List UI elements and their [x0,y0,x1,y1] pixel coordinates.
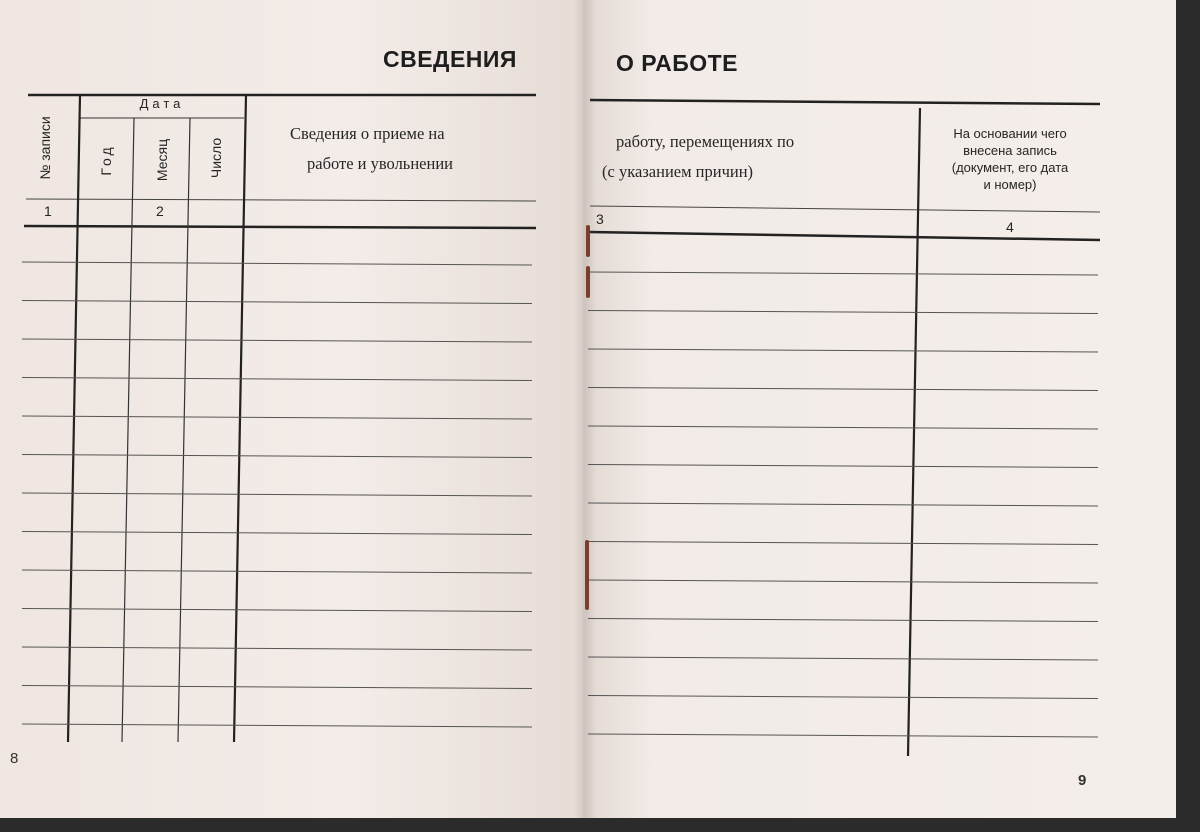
ruled-row-line [22,378,532,381]
info-header-part1-line2: работе и увольнении [307,154,453,173]
binding-staple [586,266,590,298]
ruled-row-line [588,503,1098,506]
ruled-row-line [22,493,532,496]
right-table-grid [582,0,1176,818]
page-heading-left: СВЕДЕНИЯ [383,46,517,72]
basis-header-line1: На основании чего [953,126,1067,141]
year-header: Год [98,144,114,176]
ruled-row-line [588,465,1098,468]
column-number-1: 1 [44,203,52,219]
ruled-row-line [588,619,1098,622]
ruled-row-line [588,580,1098,583]
info-header-part1-line1: Сведения о приеме на [290,124,445,143]
ruled-row-line [22,455,532,458]
ruled-row-line [22,301,532,304]
basis-header-line2: внесена запись [963,143,1057,158]
ruled-row-line [588,542,1098,545]
ruled-row-line [588,272,1098,275]
ruled-row-line [22,339,532,342]
column-number-3: 3 [596,211,604,227]
ruled-row-line [22,532,532,535]
date-group-header: Дата [139,96,185,111]
ruled-row-line [22,724,532,727]
basis-header-line3: (документ, его дата [951,160,1069,175]
ruled-row-line [588,657,1098,660]
ruled-row-line [22,262,532,265]
month-header: Месяц [154,138,170,182]
column-number-2: 2 [156,203,164,219]
basis-header-line4: и номер) [983,177,1037,192]
ruled-row-line [22,609,532,612]
day-header: Число [208,137,224,179]
ruled-row-line [588,311,1098,314]
right-page [582,0,1176,818]
ruled-row-line [588,696,1098,699]
binding-staple [586,225,590,257]
entry-number-header: № записи [37,116,53,180]
column-number-4: 4 [1006,219,1014,235]
ruled-row-line [22,570,532,573]
book-spine-fold [574,0,596,818]
info-header-part2-line1: работу, перемещениях по [616,132,795,151]
ruled-row-line [22,686,532,689]
page-number-right: 9 [1078,772,1087,789]
binding-staple [585,540,589,610]
ruled-row-line [22,416,532,419]
ruled-row-line [588,734,1098,737]
left-page [0,0,584,818]
info-header-part2-line2: (с указанием причин) [602,162,754,181]
ruled-row-line [588,388,1098,391]
page-heading-right: О РАБОТЕ [616,50,739,76]
ruled-row-line [588,426,1098,429]
ruled-row-line [588,349,1098,352]
page-number-left: 8 [10,750,19,767]
ruled-row-line [22,647,532,650]
